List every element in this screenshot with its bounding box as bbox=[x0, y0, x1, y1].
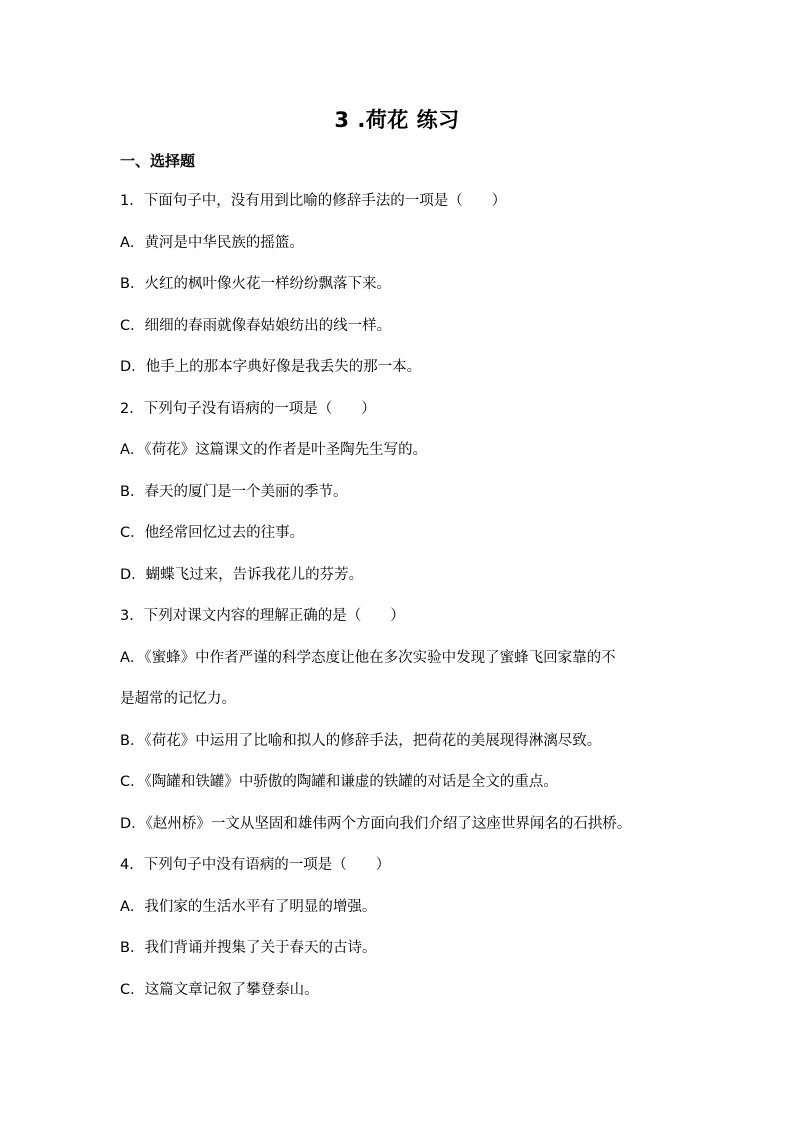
question-1-option-d: D．他手上的那本字典好像是我丢失的那一本。 bbox=[120, 359, 422, 375]
page-title: 3 .荷花 练习 bbox=[334, 108, 460, 132]
question-1-option-b: B．火红的枫叶像火花一样纷纷飘落下来。 bbox=[120, 276, 391, 292]
question-4-option-b: B．我们背诵并搜集了关于春天的古诗。 bbox=[120, 940, 377, 956]
question-4-option-c: C．这篇文章记叙了攀登泰山。 bbox=[120, 981, 319, 998]
question-3-option-b: B．《荷花》中运用了比喻和拟人的修辞手法，把荷花的美展现得淋漓尽致。 bbox=[120, 732, 602, 749]
question-2-option-b: B．春天的厦门是一个美丽的季节。 bbox=[120, 483, 348, 500]
question-1-option-a: A．黄河是中华民族的摇篮。 bbox=[120, 234, 304, 251]
question-4-option-a: A．我们家的生活水平有了明显的增强。 bbox=[120, 898, 377, 915]
question-3-option-c: C．《陶罐和铁罐》中骄傲的陶罐和谦虚的铁罐的对话是全文的重点。 bbox=[120, 774, 558, 790]
question-3-option-d: D．《赵州桥》一文从坚固和雄伟两个方面向我们介绍了这座世界闻名的石拱桥。 bbox=[120, 815, 632, 832]
question-2-option-c: C．他经常回忆过去的往事。 bbox=[120, 525, 305, 541]
question-2-option-d: D．蝴蝶飞过来，告诉我花儿的芬芳。 bbox=[120, 566, 364, 583]
question-3-option-a: A．《蜜蜂》中作者严谨的科学态度让他在多次实验中发现了蜜蜂飞回家靠的不 bbox=[120, 649, 616, 666]
question-2-stem: 2．下列句子没有语病的一项是（ ） bbox=[120, 400, 376, 417]
section-heading: 一、选择题 bbox=[120, 152, 196, 170]
question-list bbox=[120, 190, 700, 1020]
question-3-stem: 3．下列对课文内容的理解正确的是（ ） bbox=[120, 608, 405, 624]
question-1-stem: 1．下面句子中，没有用到比喻的修辞手法的一项是（ ） bbox=[120, 193, 507, 209]
question-2-option-a: A．《荷花》这篇课文的作者是叶圣陶先生写的。 bbox=[120, 442, 428, 458]
question-1-option-c: C．细细的春雨就像春姑娘纺出的线一样。 bbox=[120, 317, 392, 334]
question-4-stem: 4．下列句子中没有语病的一项是（ ） bbox=[120, 857, 391, 873]
question-3-option-a-continued: 是超常的记忆力。 bbox=[120, 691, 236, 707]
